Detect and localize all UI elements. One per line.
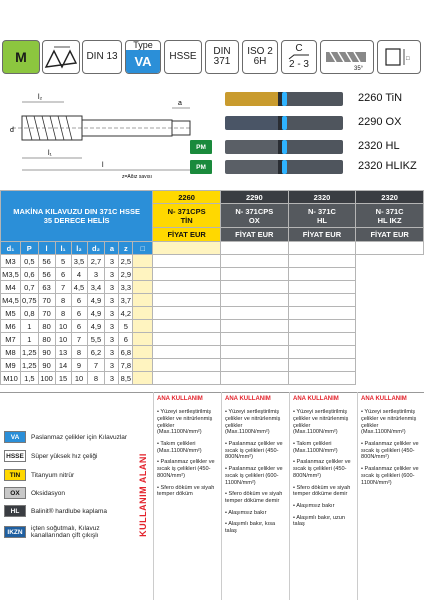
- table-column-header-row: [1, 242, 424, 255]
- l-label: l: [102, 162, 104, 169]
- usage-item: • Alaşımlı bakır, kısa talaş: [225, 521, 276, 535]
- legend-box: OX: [4, 487, 26, 499]
- table-cell: 0,8: [20, 307, 38, 320]
- legend-box: HSSE: [4, 450, 26, 462]
- product-2260-l2: TİN: [180, 215, 193, 225]
- table-cell: M4,5: [2, 295, 19, 305]
- tap-ring: [282, 140, 287, 154]
- price-cell: [288, 346, 356, 359]
- price-cell: [288, 242, 356, 255]
- product-2290-l2: OX: [248, 215, 260, 225]
- table-cell: 56: [38, 268, 55, 281]
- col-d2: d₂: [87, 242, 105, 255]
- table-cell: 6: [55, 268, 71, 281]
- table-cell: 8: [71, 346, 87, 359]
- price-label-2320-hl: FİYAT EUR: [288, 228, 356, 242]
- price-cell: [153, 333, 221, 346]
- table-cell: 6,2: [87, 346, 105, 359]
- table-cell: 8: [55, 307, 71, 320]
- metric-thread-badge: [2, 40, 40, 74]
- table-cell: 63: [38, 281, 55, 294]
- metric-label: M: [15, 48, 27, 65]
- price-cell: [133, 255, 153, 268]
- price-label-2260: FİYAT EUR: [153, 228, 221, 242]
- pm-badge: PM: [190, 140, 212, 154]
- table-row: [1, 307, 424, 320]
- table-cell: 5: [55, 255, 71, 268]
- table-cell: 7: [87, 359, 105, 372]
- table-cell: 1,5: [20, 372, 38, 385]
- table-cell: 3: [105, 294, 119, 307]
- chamfer-bottom: 2 - 3: [288, 59, 309, 70]
- table-title-line1: MAKİNA KILAVUZU DIN 371C HSSE: [13, 207, 140, 216]
- chamfer-badge: [281, 40, 317, 74]
- price-cell: [288, 333, 356, 346]
- spec-table: [0, 190, 424, 385]
- table-cell: 0,5: [20, 255, 38, 268]
- tap-label: 2320 HLIKZ: [358, 160, 417, 172]
- price-cell: [153, 372, 221, 385]
- table-cell: 2,9: [120, 269, 132, 279]
- price-cell: [133, 333, 153, 346]
- square-shank-badge: [377, 40, 421, 74]
- price-cell: [356, 242, 424, 255]
- table-cell: 3: [105, 281, 119, 294]
- table-cell: 4,2: [120, 308, 132, 318]
- table-cell: 6: [71, 320, 87, 333]
- legend-item: [4, 487, 65, 499]
- price-cell: [153, 268, 221, 281]
- usage-item: • Yüzeyi sertleştirilmiş çelikler ve nitrürlenmiş çelikler (Max.1100N/mm²): [157, 409, 213, 436]
- usage-item: • Alaşımsız bakır: [225, 509, 267, 516]
- table-cell: M6: [1, 320, 21, 333]
- price-cell: [220, 255, 288, 268]
- legend-text: Süper yüksek hız çeliği: [31, 452, 98, 460]
- legend-box: VA: [4, 431, 26, 443]
- table-row: [1, 294, 424, 307]
- table-cell: 70: [38, 307, 55, 320]
- table-row: [1, 372, 424, 385]
- tap-ring: [282, 92, 287, 106]
- din13-label: DIN 13: [86, 50, 118, 62]
- table-cell: M4: [1, 281, 21, 294]
- col-l: l: [38, 242, 55, 255]
- thread-profile-svg: [44, 43, 78, 71]
- table-cell: 13: [55, 346, 71, 359]
- col-l2: l₂: [71, 242, 87, 255]
- table-row: [1, 268, 424, 281]
- price-cell: [288, 307, 356, 320]
- price-cell: [133, 268, 153, 281]
- legend-box: HL: [4, 505, 26, 517]
- table-cell: 3,3: [120, 282, 132, 292]
- table-title-line2: 35 DERECE HELİS: [43, 216, 110, 225]
- usage-column: [289, 392, 356, 600]
- table-cell: 8: [55, 294, 71, 307]
- table-cell: M3: [1, 255, 21, 268]
- type-va-badge: [125, 40, 161, 74]
- product-2320-hlikz: [356, 204, 424, 228]
- price-label-2320-hlikz: FİYAT EUR: [356, 228, 424, 242]
- legend-text: Titanyum nitrür: [31, 471, 75, 479]
- price-cell: [153, 320, 221, 333]
- table-cell: 14: [55, 359, 71, 372]
- col-square: □: [133, 242, 153, 255]
- helix-label: 35°: [354, 66, 364, 72]
- pm-badge: PM: [190, 160, 212, 174]
- table-cell: 6,8: [120, 347, 132, 357]
- usage-item: • Sfero döküm ve siyah temper döküm: [157, 484, 215, 498]
- col-d1: d₁: [1, 242, 21, 255]
- legend-item: [4, 469, 74, 481]
- table-cell: M9: [1, 359, 21, 372]
- table-row: [1, 255, 424, 268]
- tap-ring: [282, 116, 287, 130]
- price-cell: [220, 346, 288, 359]
- price-cell: [153, 346, 221, 359]
- table-cell: 56: [38, 255, 55, 268]
- table-cell: 70: [38, 294, 55, 307]
- usage-title: ANA KULLANIM: [361, 396, 407, 402]
- price-cell: [288, 255, 356, 268]
- legend-item: [4, 505, 107, 517]
- price-cell: [133, 281, 153, 294]
- tap-label: 2260 TiN: [358, 92, 403, 104]
- legend-text: Paslanmaz çelikler için Kılavuzlar: [31, 433, 128, 441]
- l1-label: l₁: [48, 150, 52, 157]
- price-cell: [153, 242, 221, 255]
- table-cell: 80: [38, 333, 55, 346]
- legend-item: [4, 525, 131, 539]
- iso-top: ISO 2: [247, 45, 273, 57]
- price-cell: [153, 281, 221, 294]
- square-shank-icon: [380, 43, 418, 71]
- col-z: z: [119, 242, 133, 255]
- price-cell: [133, 346, 153, 359]
- table-cell: M5: [1, 307, 21, 320]
- table-cell: 5,5: [87, 333, 105, 346]
- din371-top: DIN: [213, 45, 231, 57]
- table-cell: 80: [38, 320, 55, 333]
- table-row: [1, 281, 424, 294]
- usage-title: ANA KULLANIM: [157, 396, 203, 402]
- table-cell: 10: [71, 372, 87, 385]
- d1-label: d: [10, 127, 14, 134]
- price-cell: [220, 307, 288, 320]
- type-label: Type: [133, 40, 153, 50]
- product-2320-hlikz-l1: N- 371C: [375, 206, 404, 216]
- legend-text: içten soğutmalı, Kılavuz kanallarından çift çıkışlı: [31, 525, 100, 539]
- din13-badge: [82, 40, 122, 74]
- table-title: [1, 191, 153, 242]
- table-cell: 3,4: [87, 281, 105, 294]
- table-cell: 7: [55, 281, 71, 294]
- table-cell: 3: [105, 372, 119, 385]
- price-cell: [220, 268, 288, 281]
- usage-item: • Yüzeyi sertleştirilmiş çelikler ve nitrürlenmiş çelikler (Max.1100N/mm²): [293, 409, 349, 436]
- table-row: [1, 320, 424, 333]
- price-cell: [288, 281, 356, 294]
- table-cell: 3: [105, 346, 119, 359]
- usage-column: [357, 392, 424, 600]
- col-p: P: [20, 242, 38, 255]
- table-cell: 1: [20, 333, 38, 346]
- table-cell: 0,6: [20, 268, 38, 281]
- price-cell: [288, 320, 356, 333]
- table-cell: 4,5: [71, 281, 87, 294]
- din371-bottom: 371: [213, 56, 231, 67]
- usage-item: • Alaşımlı bakır, uzun talaş: [293, 514, 346, 528]
- table-cell: M8: [1, 346, 21, 359]
- legend-box: IKZN: [4, 526, 26, 538]
- a-label: a: [178, 100, 182, 107]
- price-cell: [133, 320, 153, 333]
- table-cell: 3: [105, 320, 119, 333]
- usage-title: ANA KULLANIM: [225, 396, 271, 402]
- price-cell: [288, 359, 356, 372]
- table-row: [1, 333, 424, 346]
- table-cell: M7: [1, 333, 21, 346]
- price-cell: [153, 294, 221, 307]
- usage-item: • Paslanmaz çelikler ve sıcak iş çelikleri (450-800N/mm²): [361, 441, 419, 461]
- table-cell: 3: [105, 255, 119, 268]
- table-cell: 3: [105, 268, 119, 281]
- table-cell: M3,5: [2, 269, 19, 279]
- usage-item: • Sfero döküm ve siyah temper döküme demir: [225, 491, 283, 504]
- table-cell: 0,7: [20, 281, 38, 294]
- legend-item: [4, 431, 127, 443]
- table-cell: M10: [1, 372, 21, 385]
- usage-item: • Paslanmaz çelikler ve sıcak iş çelikleri (600-1100N/mm²): [361, 466, 419, 486]
- usage-item: • Takım çelikleri (Max.1100N/mm²): [293, 441, 338, 454]
- table-cell: 3: [105, 307, 119, 320]
- usage-vertical-label: [133, 395, 153, 595]
- tap-dimension-drawing: [2, 88, 202, 178]
- table-cell: 2,7: [87, 255, 105, 268]
- price-cell: [133, 307, 153, 320]
- product-2260-l1: N- 371CPS: [167, 206, 206, 216]
- col-l1: l₁: [55, 242, 71, 255]
- legend-box: TIN: [4, 469, 26, 481]
- hsse-label: HSSE: [169, 50, 197, 62]
- usage-item: • Paslanmaz çelikler ve sıcak iş çelikleri (450-800N/mm²): [157, 459, 215, 479]
- table-cell: 3,5: [71, 255, 87, 268]
- code-2260: 2260: [153, 191, 221, 204]
- tap-label: 2320 HL: [358, 140, 400, 152]
- legend-text: Oksidasyon: [31, 489, 65, 497]
- table-cell: 6: [71, 294, 87, 307]
- product-2290-l1: N- 371CPS: [235, 206, 274, 216]
- hsse-badge: [164, 40, 202, 74]
- usage-vertical-text: KULLANIM ALANI: [138, 453, 148, 537]
- din371-badge: [205, 40, 239, 74]
- price-cell: [133, 359, 153, 372]
- table-cell: 3: [87, 268, 105, 281]
- usage-column: [153, 392, 220, 600]
- tap-ring: [282, 160, 287, 174]
- table-cell: 1,25: [21, 360, 37, 370]
- price-cell: [220, 333, 288, 346]
- table-cell: 90: [38, 359, 55, 372]
- table-code-row: [1, 191, 424, 204]
- table-cell: 4,9: [87, 307, 105, 320]
- price-cell: [220, 281, 288, 294]
- table-cell: 4: [71, 268, 87, 281]
- col-a: a: [105, 242, 119, 255]
- table-body: [1, 255, 424, 385]
- price-cell: [220, 359, 288, 372]
- tap-label: 2290 OX: [358, 116, 402, 128]
- usage-item: • Paslanmaz çelikler ve sıcak iş çelikleri (450-800N/mm²): [293, 459, 351, 479]
- table-cell: 15: [55, 372, 71, 385]
- chamfer-top: C: [295, 42, 303, 54]
- table-cell: 1: [20, 320, 38, 333]
- table-cell: 1,25: [21, 347, 37, 357]
- price-cell: [153, 359, 221, 372]
- table-cell: 10: [55, 320, 71, 333]
- product-2320-hl-l1: N- 371C: [307, 206, 336, 216]
- table-row: [1, 346, 424, 359]
- legend-item: [4, 450, 97, 462]
- table-cell: 5: [119, 320, 133, 333]
- square-glyph: □: [406, 56, 410, 62]
- table-cell: 0,75: [21, 295, 37, 305]
- table-cell: 3: [105, 333, 119, 346]
- va-label: VA: [126, 50, 160, 73]
- thread-profile-icon: [42, 40, 80, 74]
- usage-item: • Yüzeyi sertleştirilmiş çelikler ve nitrürlenmiş çelikler (Max.1100N/mm²): [361, 409, 417, 436]
- price-cell: [153, 307, 221, 320]
- price-cell: [288, 268, 356, 281]
- table-cell: 6: [71, 307, 87, 320]
- table-cell: 4,9: [87, 320, 105, 333]
- table-cell: 8: [87, 372, 105, 385]
- price-cell: [133, 372, 153, 385]
- code-2320-hl: 2320: [288, 191, 356, 204]
- l2-label: l₂: [38, 94, 43, 101]
- product-2290: [220, 204, 288, 228]
- usage-item: • Alaşımsız bakır: [293, 502, 335, 509]
- usage-column: [221, 392, 288, 600]
- product-2320-hlikz-l2: HL IKZ: [377, 215, 402, 225]
- price-cell: [153, 255, 221, 268]
- table-cell: 4,9: [87, 294, 105, 307]
- table-cell: 9: [71, 359, 87, 372]
- table-cell: 2,5: [120, 256, 132, 266]
- code-2290: 2290: [220, 191, 288, 204]
- table-cell: 7,8: [120, 360, 132, 370]
- usage-item: • Paslanmaz çelikler ve sıcak iş çelikleri (450-800N/mm²): [225, 441, 283, 461]
- price-cell: [133, 294, 153, 307]
- code-2320-hlikz: 2320: [356, 191, 424, 204]
- spiral-tap-icon-badge: [320, 40, 374, 74]
- table-cell: 100: [38, 372, 55, 385]
- price-cell: [288, 294, 356, 307]
- legend-text: Balinit® hardlube kaplama: [31, 507, 107, 515]
- z-caption: z=Ağız sayısı: [122, 174, 152, 178]
- usage-item: • Sfero döküm ve siyah temper döküme demir: [293, 484, 351, 498]
- usage-item: • Paslanmaz çelikler ve sıcak iş çelikleri (600-1100N/mm²): [225, 466, 283, 486]
- price-cell: [220, 242, 288, 255]
- usage-item: • Yüzeyi sertleştirilmiş çelikler ve nitrürlenmiş çelikler (Max.1100N/mm²): [225, 409, 281, 436]
- usage-item: • Takım çelikleri (Max.1100N/mm²): [157, 441, 202, 454]
- product-2320-hl: [288, 204, 356, 228]
- table-cell: 3: [105, 359, 119, 372]
- price-cell: [220, 320, 288, 333]
- iso-badge: [242, 40, 278, 74]
- product-2320-hl-l2: HL: [316, 215, 327, 225]
- table-cell: 6: [119, 333, 133, 346]
- table-cell: 10: [55, 333, 71, 346]
- table-cell: 90: [38, 346, 55, 359]
- price-cell: [220, 372, 288, 385]
- table-row: [1, 359, 424, 372]
- table-cell: 7: [71, 333, 87, 346]
- usage-title: ANA KULLANIM: [293, 396, 339, 402]
- table-cell: 3,7: [120, 295, 132, 305]
- price-label-2290: FİYAT EUR: [220, 228, 288, 242]
- product-2260: [153, 204, 221, 228]
- iso-bottom: 6H: [253, 56, 267, 67]
- table-cell: 8,5: [120, 373, 132, 383]
- price-cell: [220, 294, 288, 307]
- spiral-tap-icon: [322, 42, 372, 72]
- price-cell: [288, 372, 356, 385]
